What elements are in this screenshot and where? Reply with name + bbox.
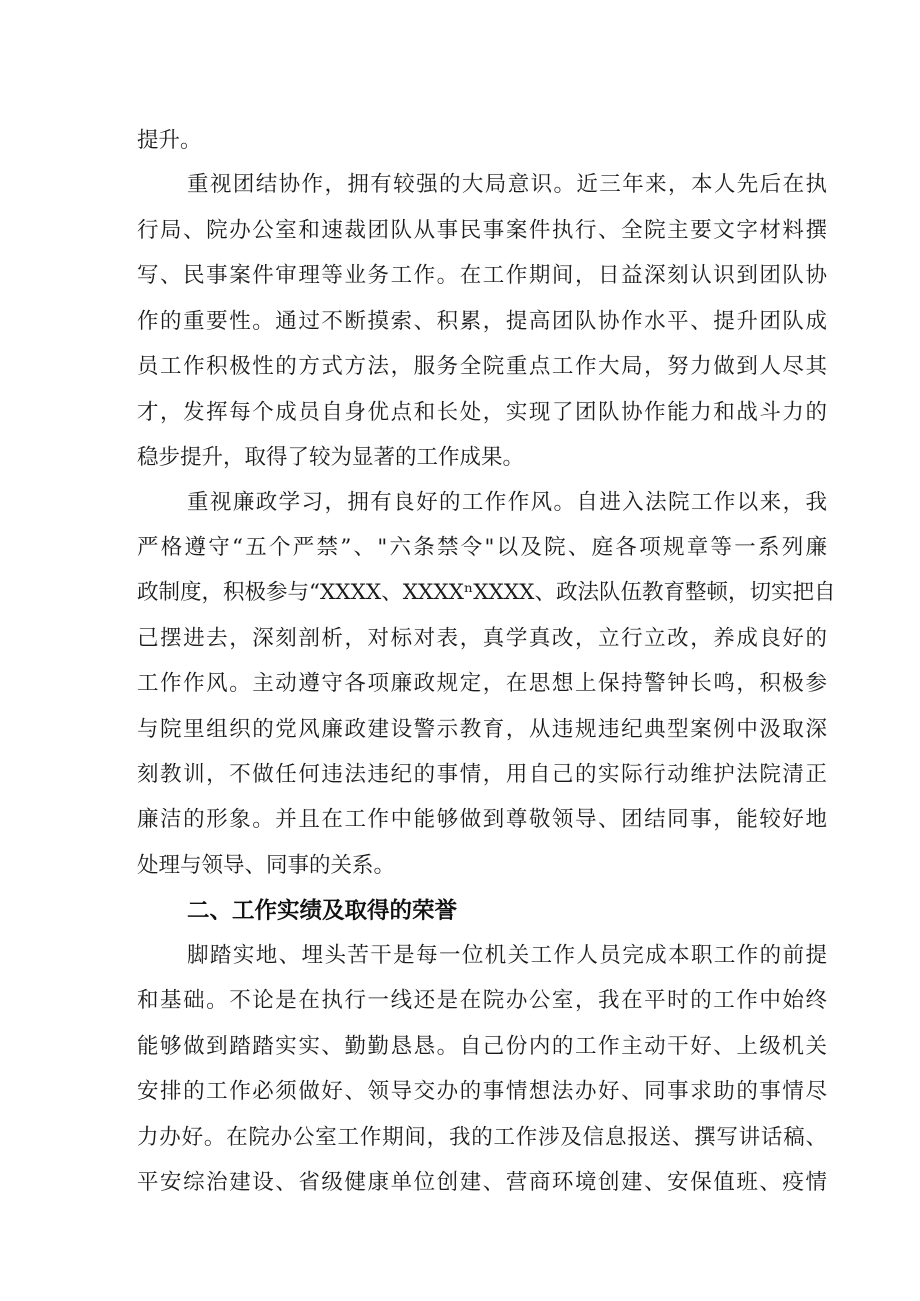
text-line: 严格遵守“五个严禁”、"六条禁令"以及院、庭各项规章等一系列廉: [137, 535, 827, 560]
text-line: 与院里组织的党风廉政建设警示教育，从违规违纪典型案例中汲取深: [137, 717, 827, 742]
paragraph-first-line: 脚踏实地、埋头苦干是每一位机关工作人员完成本职工作的前提: [187, 943, 827, 968]
paragraph-first-line: 重视团结协作，拥有较强的大局意识。近三年来，本人先后在执: [187, 172, 827, 197]
text-line: 写、民事案件审理等业务工作。在工作期间，日益深刻认识到团队协: [137, 263, 827, 288]
text-line: 己摆进去，深刻剖析，对标对表，真学真改，立行立改，养成良好的: [137, 626, 827, 651]
paragraph-first-line: 重视廉政学习，拥有良好的工作作风。自进入法院工作以来，我: [187, 490, 827, 515]
text-line: 处理与领导、同事的关系。: [137, 853, 396, 878]
text-line: 刻教训，不做任何违法违纪的事情，用自己的实际行动维护法院清正: [137, 762, 827, 787]
text-line: 行局、院办公室和速裁团队从事民事案件执行、全院主要文字材料撰: [137, 218, 827, 243]
text-line: 廉洁的形象。并且在工作中能够做到尊敬领导、团结同事，能较好地: [137, 807, 827, 832]
text-line: 安排的工作必须做好、领导交办的事情想法办好、同事求助的事情尽: [137, 1079, 827, 1104]
text-line: 和基础。不论是在执行一线还是在院办公室，我在平时的工作中始终: [137, 988, 827, 1013]
text-line: 平安综治建设、省级健康单位创建、营商环境创建、安保值班、疫情: [137, 1170, 827, 1195]
text-line: 政制度，积极参与“XXXX、XXXXⁿXXXX、政法队伍教育整顿，切实把自: [137, 580, 836, 605]
text-line: 员工作积极性的方式方法，服务全院重点工作大局，努力做到人尽其: [137, 354, 827, 379]
text-line: 提升。: [137, 128, 202, 153]
text-line: 稳步提升，取得了较为显著的工作成果。: [137, 445, 525, 470]
text-line: 作的重要性。通过不断摸索、积累，提高团队协作水平、提升团队成: [137, 309, 827, 334]
section-heading: 二、工作实绩及取得的荣誉: [187, 898, 458, 924]
text-line: 力办好。在院办公室工作期间，我的工作涉及信息报送、撰写讲话稿、: [137, 1125, 827, 1150]
text-line: 工作作风。主动遵守各项廉政规定，在思想上保持警钟长鸣，积极参: [137, 671, 827, 696]
text-line: 能够做到踏踏实实、勤勤恳恳。自己份内的工作主动干好、上级机关: [137, 1034, 827, 1059]
text-line: 才，发挥每个成员自身优点和长处，实现了团队协作能力和战斗力的: [137, 400, 827, 425]
